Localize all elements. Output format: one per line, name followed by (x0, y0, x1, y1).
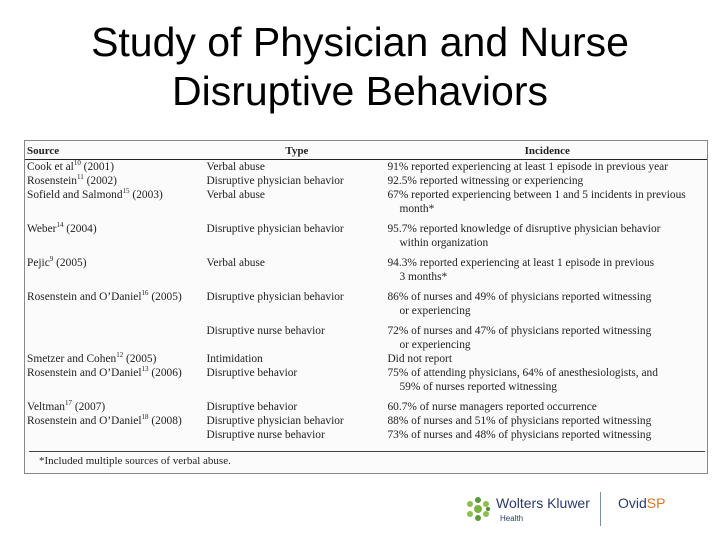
cell-type: Intimidation (206, 353, 263, 365)
wolters-kluwer-logo-icon (448, 496, 492, 522)
incidence-text: 91% reported experiencing at least 1 episode in previous year (387, 161, 669, 173)
product-suffix: SP (646, 495, 666, 511)
source-reference-number: 17 (64, 399, 72, 408)
source-year: (2002) (83, 175, 117, 187)
cell-source (25, 160, 206, 175)
source-reference-number: 15 (122, 187, 130, 196)
table-row (25, 160, 707, 175)
table-row (25, 394, 707, 414)
incidence-text: 75% of attending physicians, 64% of anesthesiologists, and (387, 367, 658, 379)
source-author: Rosenstein and O’Daniel (27, 291, 142, 303)
table-row (25, 174, 707, 188)
incidence-text: 88% of nurses and 51% of physicians reported witnessing (387, 415, 652, 427)
title-line-2: Disruptive Behaviors (172, 68, 548, 114)
source-year: (2001) (80, 161, 115, 173)
header-type: Type (206, 145, 387, 160)
incidence-text-continued: or experiencing (399, 305, 471, 317)
table-row (25, 188, 707, 216)
cell-source (25, 174, 206, 188)
incidence-text-continued: within organization (399, 237, 489, 249)
table-row (25, 318, 707, 352)
cell-type: Verbal abuse (206, 161, 265, 173)
cell-incidence (387, 366, 707, 394)
cell-source (25, 318, 206, 352)
source-reference-number: 9 (49, 255, 54, 264)
cell-source (25, 188, 206, 216)
incidence-text: 72% of nurses and 47% of physicians reported witnessing (387, 325, 652, 337)
cell-type: Disruptive nurse behavior (206, 429, 325, 441)
cell-incidence (387, 414, 707, 428)
source-reference-number: 18 (141, 413, 149, 422)
cell-source (25, 428, 206, 442)
source-year: (2004) (63, 223, 97, 235)
source-year: (2008) (148, 415, 182, 427)
source-author: Weber (27, 223, 57, 235)
source-year: (2005) (148, 291, 182, 303)
slide-title (0, 18, 720, 116)
brand-subtitle: Health (500, 514, 524, 523)
cell-source (25, 414, 206, 428)
source-year: (2006) (148, 367, 182, 379)
cell-source (25, 352, 206, 366)
product-name (618, 495, 665, 511)
product-prefix: Ovid (618, 495, 647, 511)
cell-type: Disruptive physician behavior (206, 291, 344, 303)
cell-incidence (387, 352, 707, 366)
source-author: Rosenstein (27, 175, 77, 187)
incidence-text-continued: or experiencing (399, 339, 471, 351)
source-author: Smetzer and Cohen (27, 353, 117, 365)
cell-type: Verbal abuse (206, 189, 265, 201)
cell-incidence (387, 160, 707, 175)
table-header-row (25, 145, 707, 160)
incidence-text: 95.7% reported knowledge of disruptive physician behavior (387, 223, 661, 235)
incidence-text: 92.5% reported witnessing or experiencing (387, 175, 584, 187)
header-incidence: Incidence (387, 145, 707, 160)
header-source: Source (25, 145, 206, 160)
source-year: (2003) (129, 189, 163, 201)
source-reference-number: 11 (77, 173, 84, 182)
source-reference-number: 14 (56, 221, 64, 230)
incidence-text-continued: 3 months* (399, 271, 448, 283)
table-footnote: *Included multiple sources of verbal abuse. (39, 455, 231, 467)
cell-incidence (387, 318, 707, 352)
cell-type: Verbal abuse (206, 257, 265, 269)
cell-type: Disruptive nurse behavior (206, 325, 325, 337)
cell-incidence (387, 250, 707, 284)
source-reference-number: 16 (141, 289, 149, 298)
incidence-text: 94.3% reported experiencing at least 1 episode in previous (387, 257, 655, 269)
incidence-text-continued: 59% of nurses reported witnessing (399, 381, 557, 393)
source-reference-number: 12 (116, 351, 124, 360)
incidence-text: 67% reported experiencing between 1 and 5 incidents in previous (387, 189, 686, 201)
cell-type: Disruptive behavior (206, 401, 298, 413)
incidence-text: Did not report (387, 353, 452, 365)
cell-incidence (387, 216, 707, 250)
footnote-divider (29, 451, 705, 452)
table-row (25, 250, 707, 284)
cell-source (25, 284, 206, 318)
table-body (25, 160, 707, 443)
cell-incidence (387, 188, 707, 216)
cell-type: Disruptive physician behavior (206, 223, 344, 235)
cell-type: Disruptive behavior (206, 367, 298, 379)
cell-source (25, 394, 206, 414)
publisher-logo (448, 490, 668, 530)
cell-type: Disruptive physician behavior (206, 415, 344, 427)
source-reference-number: 10 (73, 159, 81, 168)
table-row (25, 284, 707, 318)
source-author: Rosenstein and O’Daniel (27, 367, 142, 379)
cell-incidence (387, 284, 707, 318)
cell-source (25, 250, 206, 284)
source-year: (2005) (123, 353, 157, 365)
source-reference-number: 13 (141, 365, 149, 374)
title-line-1: Study of Physician and Nurse (91, 19, 629, 65)
cell-incidence (387, 428, 707, 442)
brand-name: Wolters Kluwer (496, 495, 590, 511)
source-author: Pejic (27, 257, 50, 269)
source-author: Rosenstein and O’Daniel (27, 415, 142, 427)
table-row (25, 428, 707, 442)
source-author: Sofield and Salmond (27, 189, 123, 201)
cell-type: Disruptive physician behavior (206, 175, 344, 187)
incidence-text-continued: month* (399, 203, 435, 215)
table-row (25, 216, 707, 250)
table-row (25, 352, 707, 366)
cell-source (25, 366, 206, 394)
source-year: (2007) (71, 401, 106, 413)
cell-incidence (387, 394, 707, 414)
logo-divider (600, 492, 601, 526)
behaviors-table-image (24, 140, 708, 474)
source-author: Veltman (27, 401, 65, 413)
behaviors-table (25, 145, 707, 442)
source-year: (2005) (53, 257, 87, 269)
table-row (25, 366, 707, 394)
incidence-text: 86% of nurses and 49% of physicians reported witnessing (387, 291, 652, 303)
incidence-text: 73% of nurses and 48% of physicians reported witnessing (387, 429, 652, 441)
table-row (25, 414, 707, 428)
incidence-text: 60.7% of nurse managers reported occurrence (387, 401, 597, 413)
source-author: Cook et al (27, 161, 74, 173)
cell-source (25, 216, 206, 250)
cell-incidence (387, 174, 707, 188)
